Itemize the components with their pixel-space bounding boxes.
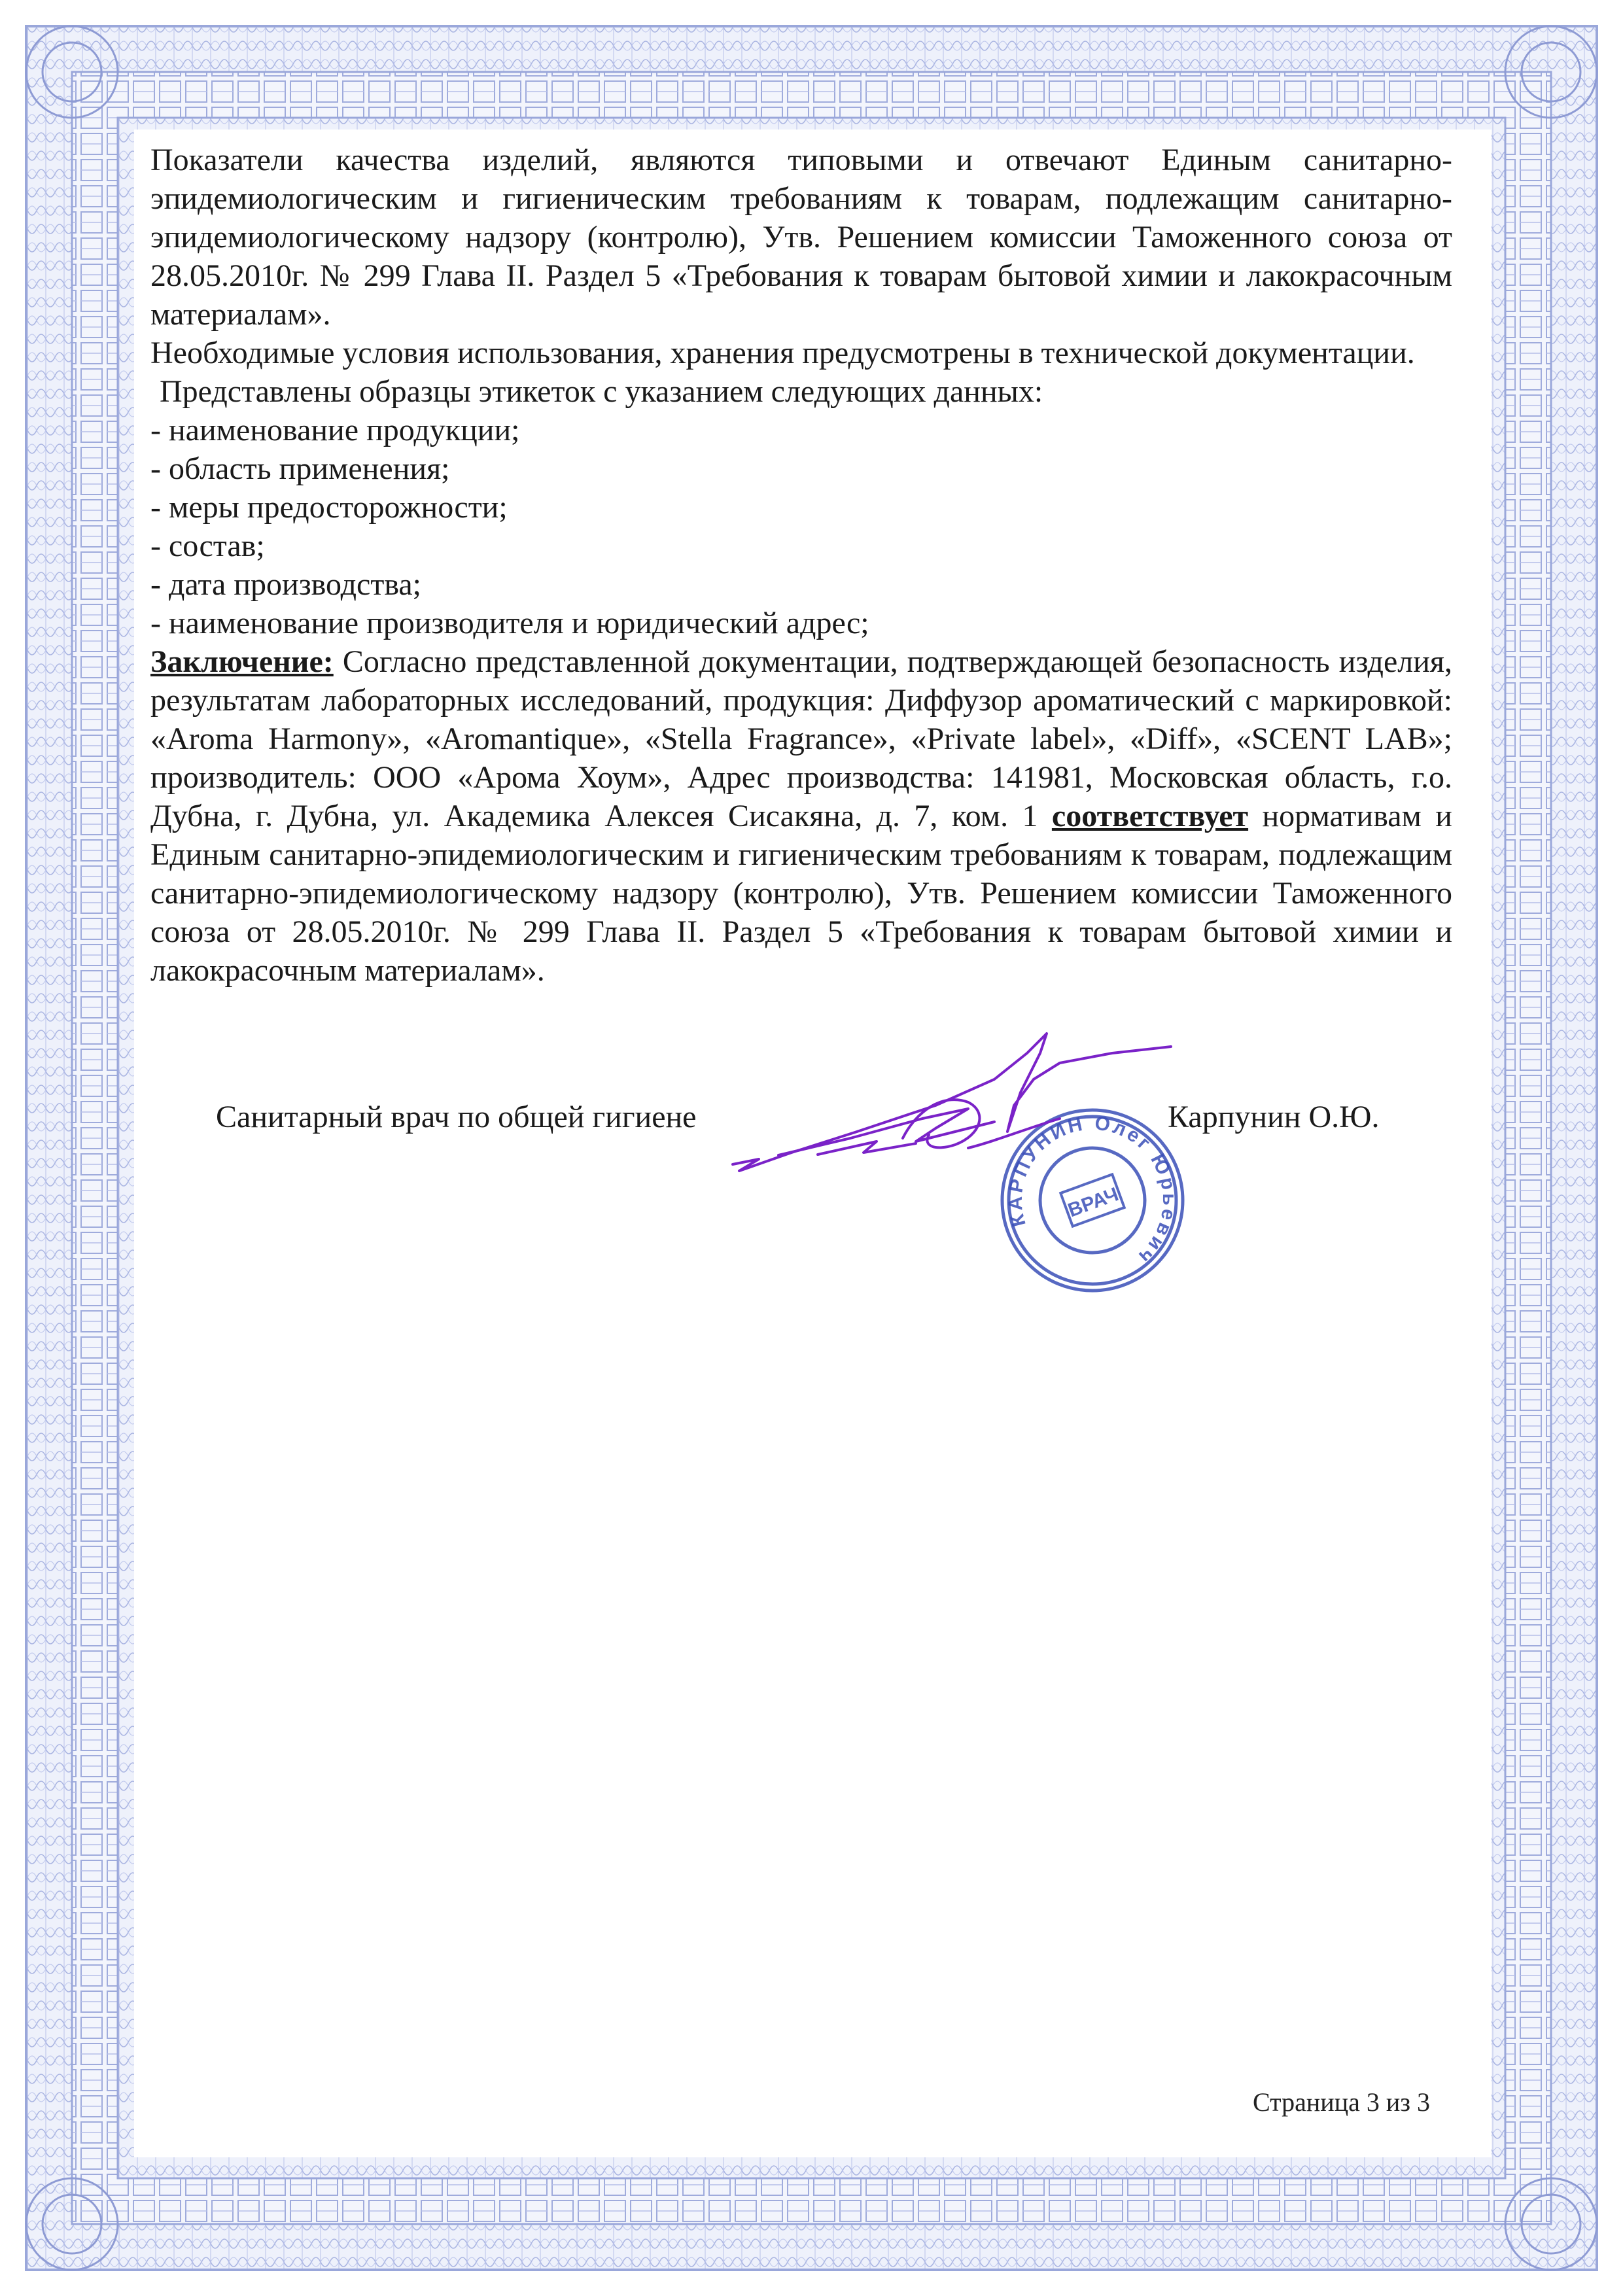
label-requirements-list xyxy=(150,411,1452,642)
conclusion-text: Согласно представленной документации, подтверждающей безопасность изделия, результатам лабораторных исследований, продукция: Диффузор ароматический с маркировкой: «Aroma Harmony», «Aromantique», «Stella Fragrance», «Private label», «Diff», «SCENT LAB»; производитель: ООО «Арома Хоум», Адрес производства: 141981, Московская область, г.о. Дубна, г. Дубна, ул. Академика Алексея Сисакяна, д. 7, ком. 1 xyxy=(150,644,1452,833)
list-item: - наименование производителя и юридический адрес; xyxy=(150,606,869,640)
page-number: Страница 3 из 3 xyxy=(1253,2087,1431,2117)
list-item: - наименование продукции; xyxy=(150,413,520,447)
list-item: - состав; xyxy=(150,529,265,563)
conclusion-paragraph xyxy=(150,642,1452,990)
svg-text:КАРПУНИН Олег Юрьевич: КАРПУНИН Олег Юрьевич xyxy=(1004,1112,1181,1269)
complies-word: соответствует xyxy=(1051,799,1249,833)
conclusion-label: Заключение: xyxy=(150,644,334,679)
signatory-role: Санитарный врач по общей гигиене xyxy=(216,1100,697,1134)
document-body xyxy=(150,141,1452,990)
list-item: - область применения; xyxy=(150,451,450,486)
labels-intro: Представлены образцы этикеток с указанием следующих данных: xyxy=(160,374,1043,409)
list-item: - меры предосторожности; xyxy=(150,490,508,525)
svg-text:ВРАЧ: ВРАЧ xyxy=(1065,1183,1122,1222)
conditions-paragraph: Необходимые условия использования, хранения предусмотрены в технической документации. xyxy=(150,336,1415,370)
list-item: - дата производства; xyxy=(150,567,421,602)
quality-paragraph: Показатели качества изделий, являются типовыми и отвечают Единым санитарно-эпидемиологическим и гигиеническим требованиям к товарам, подлежащим санитарно-эпидемиологическому надзору (контролю), Утв. Решением комиссии Таможенного союза от 28.05.2010г. № 299 Глава II. Раздел 5 «Требования к товарам бытовой химии и лакокрасочным материалам». xyxy=(150,143,1452,332)
conclusion-tail: нормативам и Единым санитарно-эпидемиологическим и гигиеническим требованиям к товарам, подлежащим санитарно-эпидемиологическому надзору (контролю), Утв. Решением комиссии Таможенного союза от 28.05.2010г. № 299 Глава II. Раздел 5 «Требования к товарам бытовой химии и лакокрасочным материалам». xyxy=(150,799,1452,988)
signatory-name: Карпунин О.Ю. xyxy=(1168,1100,1380,1134)
